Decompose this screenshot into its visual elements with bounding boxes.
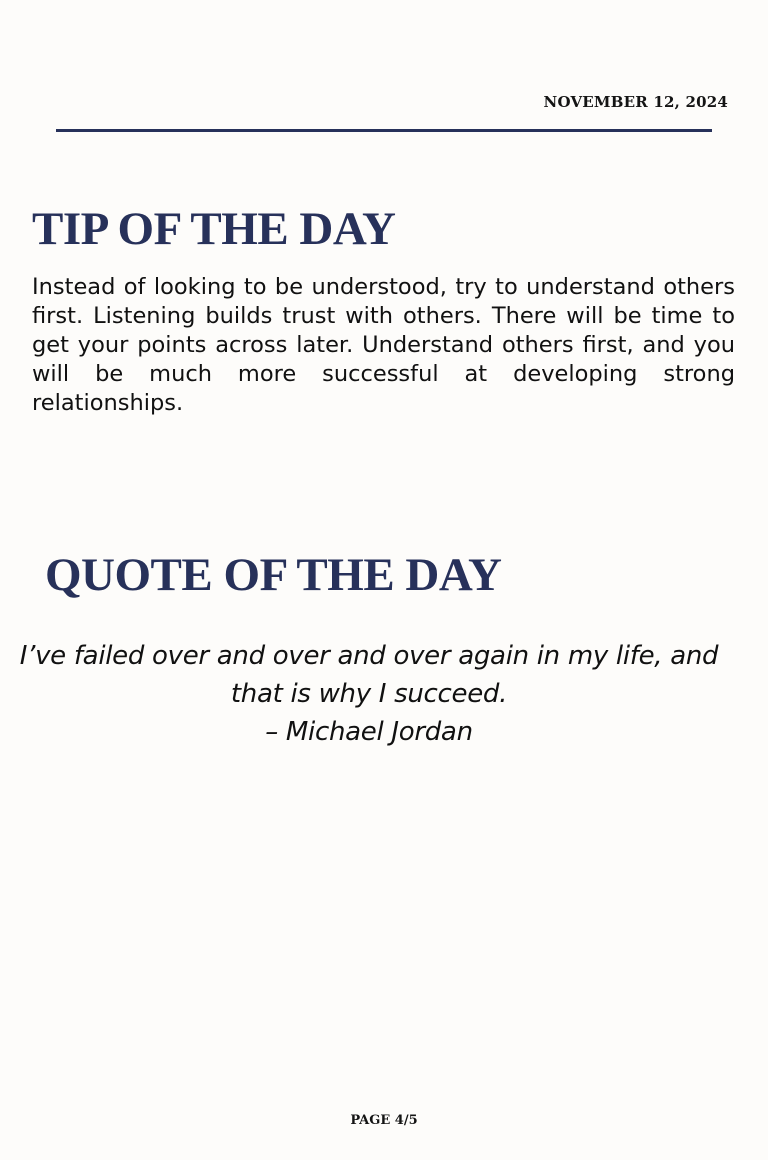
date: NOVEMBER 12, 2024 xyxy=(543,93,728,111)
page-number: PAGE 4/5 xyxy=(350,1113,418,1128)
tip-heading: TIP OF THE DAY xyxy=(32,203,396,255)
header-divider xyxy=(56,129,712,132)
quote-line-2: that is why I succeed. xyxy=(230,679,508,709)
tip-body: Instead of looking to be understood, try to understand others first. Listening builds trust with others. There will be time to get your points across later. Understand others first, and you will be much more successful at developing strong relationships. xyxy=(32,274,735,416)
quote-attribution: – Michael Jordan xyxy=(265,717,473,747)
quote-heading: QUOTE OF THE DAY xyxy=(45,549,502,601)
quote-line-1: I’ve failed over and over and over again in my life, and xyxy=(19,641,719,671)
quote-body xyxy=(0,637,738,751)
